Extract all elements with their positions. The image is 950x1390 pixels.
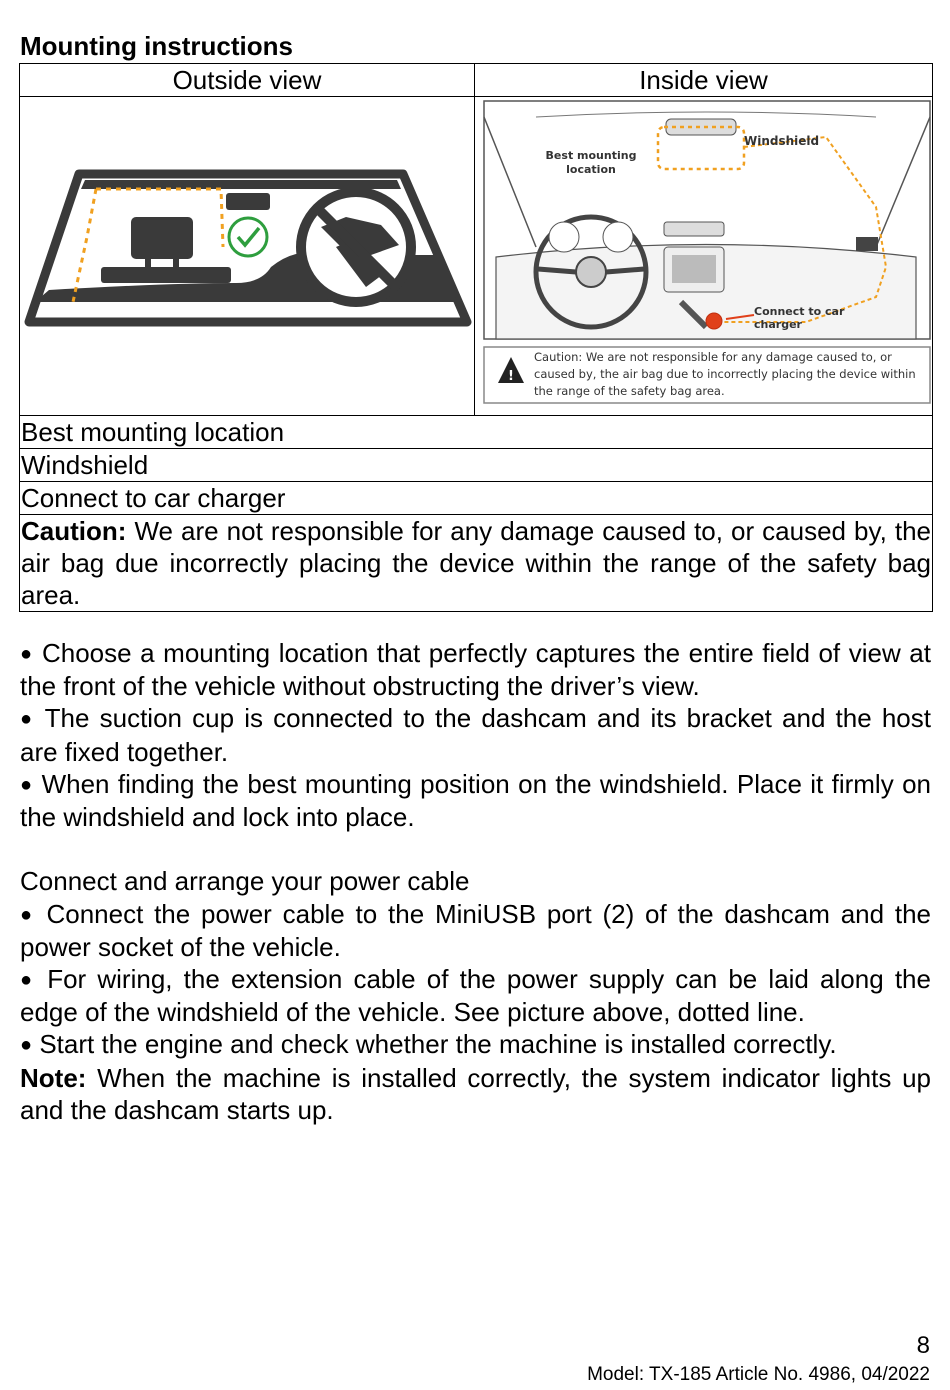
outside-view-cell: [20, 97, 475, 416]
bullet-icon: ●: [20, 903, 36, 926]
label-best-mounting: Best mounting location: [545, 149, 637, 176]
bullet-item: ● Connect the power cable to the MiniUSB port (2) of the dashcam and the power socket of the vehicle.: [20, 898, 931, 962]
note-text: When the machine is installed correctly, the system indicator lights up and the dashcam starts up.: [20, 1062, 931, 1125]
bullet-icon: ●: [20, 643, 34, 665]
charger-icon: [706, 313, 722, 329]
header-inside-view: Inside view: [475, 64, 933, 97]
inside-view-illustration: [476, 97, 934, 408]
outside-view-illustration: [21, 97, 474, 408]
svg-text:!: !: [508, 369, 514, 384]
caution-label: Caution:: [21, 516, 127, 546]
section-heading: Connect and arrange your power cable: [20, 866, 470, 897]
note: [20, 1062, 931, 1126]
row-connect-charger: Connect to car charger: [20, 482, 933, 515]
bullet-icon: ●: [20, 969, 37, 992]
footer-model: Model: TX-185 Article No. 4986, 04/2022: [587, 1364, 930, 1385]
bullet-icon: ●: [20, 708, 35, 731]
page-title: Mounting instructions: [20, 31, 293, 61]
row-windshield: Windshield: [20, 449, 933, 482]
page-number: 8: [916, 1332, 930, 1359]
mounting-table: [19, 63, 933, 612]
bullet-item: ● Choose a mounting location that perfectly captures the entire field of view at the front of the vehicle without obstructing the driver’s view.: [20, 638, 931, 702]
inside-view-cell: [475, 97, 933, 416]
caution-box-text: Caution: We are not responsible for any damage caused to, or caused by, the air bag due to incorrectly placing the device within the range of the safety bag area.: [534, 350, 916, 398]
bullet-item: ● The suction cup is connected to the dashcam and its bracket and the host are fixed together.: [20, 703, 931, 767]
note-label: Note:: [20, 1062, 87, 1093]
bullet-icon: ●: [20, 773, 34, 796]
label-connect-charger: Connect to car charger: [754, 305, 845, 331]
row-best-mounting: Best mounting location: [20, 416, 933, 449]
label-windshield: Windshield: [744, 134, 820, 148]
bullet-item: ● When finding the best mounting position on the windshield. Place it firmly on the windshield and lock into place.: [20, 768, 931, 833]
dashcam-icon: [226, 193, 270, 210]
check-icon: [229, 218, 267, 256]
row-caution: [20, 515, 933, 612]
bullet-item: ● Start the engine and check whether the machine is installed correctly.: [20, 1029, 837, 1060]
seat-icon: [131, 217, 193, 259]
instructions-body: [20, 637, 931, 1126]
bullet-icon: ●: [20, 1034, 33, 1057]
header-outside-view: Outside view: [20, 64, 475, 97]
caution-text: We are not responsible for any damage caused to, or caused by, the air bag due incorrectly placing the device within the range of the safety bag area.: [21, 516, 931, 610]
bullet-item: ● For wiring, the extension cable of the power supply can be laid along the edge of the windshield of the vehicle. See picture above, dotted line.: [20, 964, 931, 1028]
